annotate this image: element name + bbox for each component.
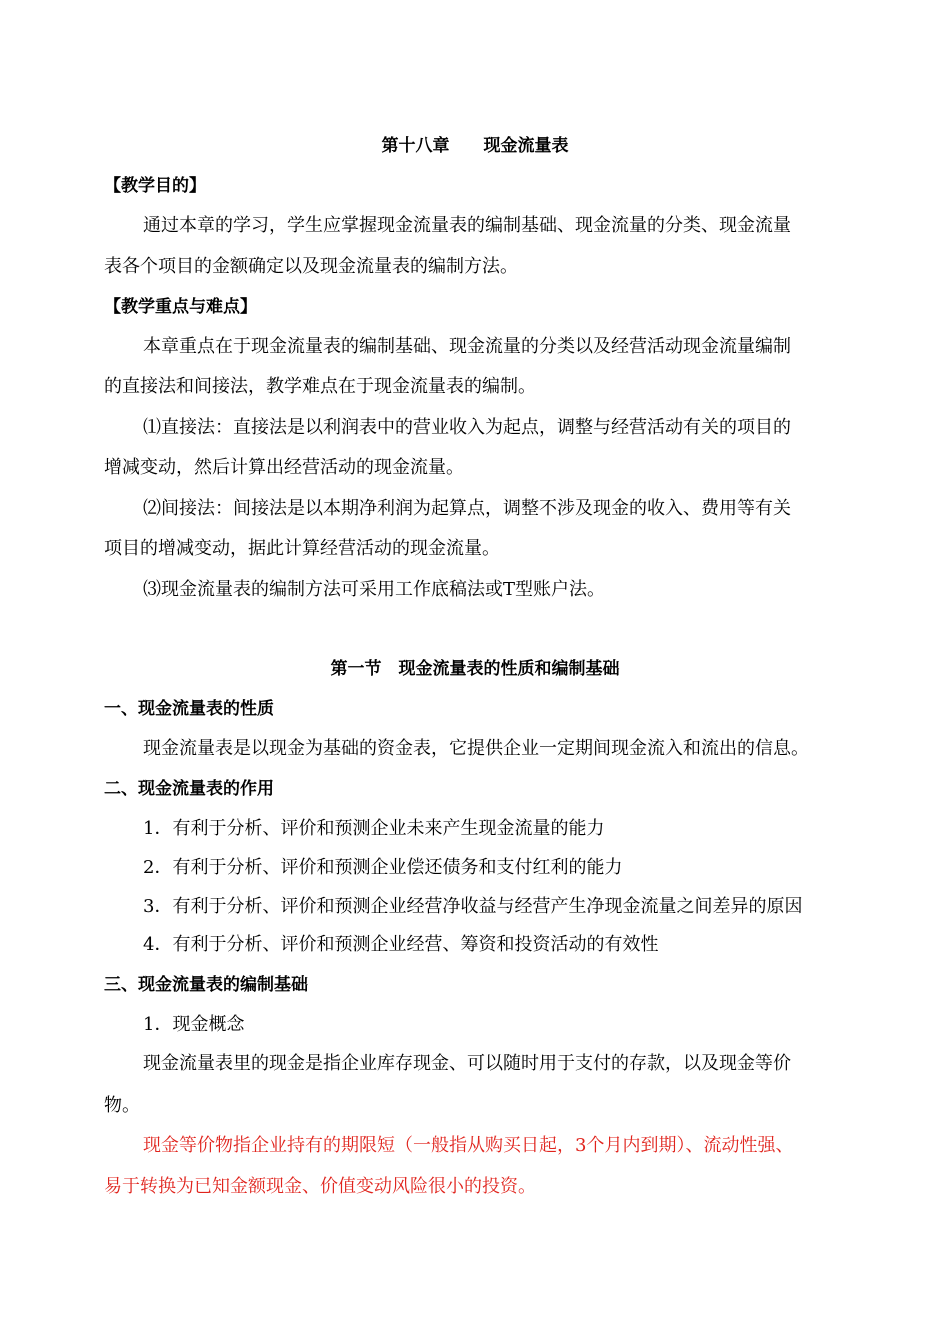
teaching-purpose-paragraph-line1: 通过本章的学习，学生应掌握现金流量表的编制基础、现金流量的分类、现金流量 <box>143 215 791 236</box>
cash-concept-paragraph-line2: 物。 <box>104 1095 140 1116</box>
direct-method-line1: ⑴直接法：直接法是以利润表中的营业收入为起点，调整与经营活动有关的项目的 <box>143 417 791 438</box>
section1-heading-nature: 一、现金流量表的性质 <box>104 699 274 719</box>
cash-equivalent-definition-line1: 现金等价物指企业持有的期限短（一般指从购买日起，3个月内到期）、流动性强、 <box>143 1135 794 1156</box>
key-points-paragraph-line1: 本章重点在于现金流量表的编制基础、现金流量的分类以及经营活动现金流量编制 <box>143 336 791 357</box>
indirect-method-line1: ⑵间接法：间接法是以本期净利润为起算点，调整不涉及现金的收入、费用等有关 <box>143 498 791 519</box>
direct-method-line2: 增减变动，然后计算出经营活动的现金流量。 <box>104 457 464 478</box>
function-item-3: 3．有利于分析、评价和预测企业经营净收益与经营产生净现金流量之间差异的原因 <box>143 896 803 917</box>
indirect-method-line2: 项目的增减变动，据此计算经营活动的现金流量。 <box>104 538 500 559</box>
section1-title: 第一节 现金流量表的性质和编制基础 <box>330 659 620 679</box>
section1-heading-basis: 三、现金流量表的编制基础 <box>104 975 308 995</box>
teaching-purpose-heading: 【教学目的】 <box>104 176 206 196</box>
function-item-4: 4．有利于分析、评价和预测企业经营、筹资和投资活动的有效性 <box>143 934 659 955</box>
cash-concept-subheading: 1．现金概念 <box>143 1014 245 1035</box>
teaching-purpose-paragraph-line2: 表各个项目的金额确定以及现金流量表的编制方法。 <box>104 256 518 277</box>
nature-paragraph: 现金流量表是以现金为基础的资金表，它提供企业一定期间现金流入和流出的信息。 <box>143 738 809 759</box>
cash-concept-paragraph-line1: 现金流量表里的现金是指企业库存现金、可以随时用于支付的存款，以及现金等价 <box>143 1053 791 1074</box>
cash-equivalent-definition-line2: 易于转换为已知金额现金、价值变动风险很小的投资。 <box>104 1176 536 1197</box>
function-item-2: 2．有利于分析、评价和预测企业偿还债务和支付红利的能力 <box>143 857 623 878</box>
key-points-heading: 【教学重点与难点】 <box>104 297 257 317</box>
key-points-paragraph-line2: 的直接法和间接法，教学难点在于现金流量表的编制。 <box>104 376 536 397</box>
preparation-method-line: ⑶现金流量表的编制方法可采用工作底稿法或T型账户法。 <box>143 579 606 600</box>
function-item-1: 1．有利于分析、评价和预测企业未来产生现金流量的能力 <box>143 818 605 839</box>
chapter-title: 第十八章 现金流量表 <box>381 136 569 156</box>
section1-heading-function: 二、现金流量表的作用 <box>104 779 274 799</box>
